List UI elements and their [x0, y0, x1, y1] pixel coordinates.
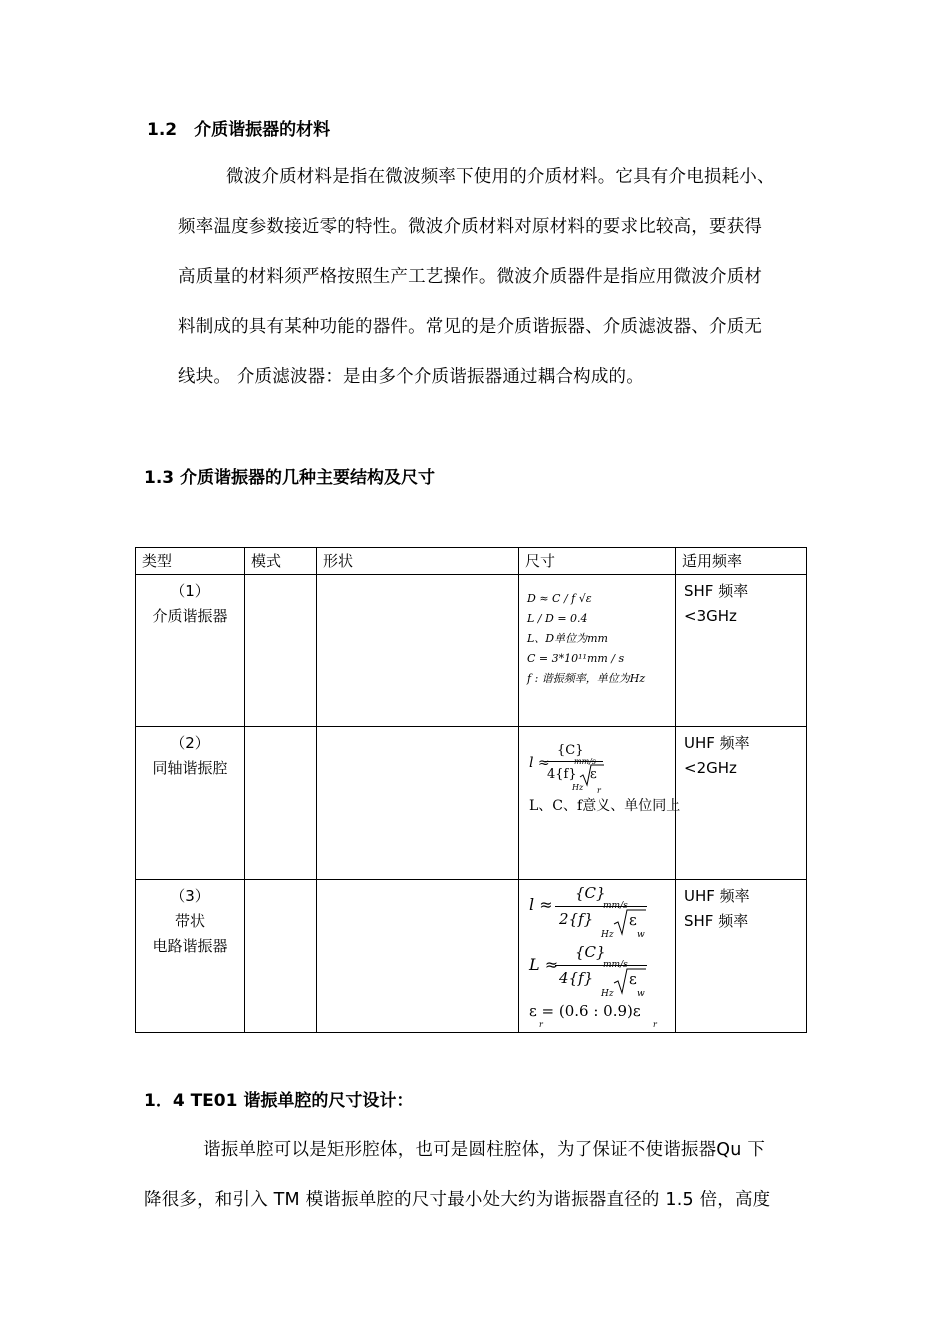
formula-numerator: {C}	[575, 884, 606, 902]
size-formula-cell	[519, 880, 676, 1033]
formula-epsilon: ε	[590, 767, 597, 782]
formula-line: D ≈ C / f √ε	[527, 592, 592, 605]
paragraph-line: 谐振单腔可以是矩形腔体，也可是圆柱腔体，为了保证不使谐振器Qu 下	[203, 1140, 766, 1160]
table-row	[136, 880, 807, 1033]
type-cell	[136, 880, 245, 1033]
formula-subscript: w	[637, 930, 645, 940]
paragraph-line: 频率温度参数接近零的特性。微波介质材料对原材料的要求比较高，要获得	[178, 217, 763, 237]
section-heading-1-4: 1．4 TE01 谐振单腔的尺寸设计：	[144, 1091, 414, 1111]
col-header-type: 类型	[136, 548, 245, 575]
mode-cell	[245, 575, 317, 727]
shape-cell	[317, 880, 519, 1033]
shape-cell	[317, 727, 519, 880]
formula-note: L、C、f意义、单位同上	[529, 798, 681, 814]
col-header-frequency: 适用频率	[676, 548, 807, 575]
type-name: 介质谐振器	[152, 607, 228, 625]
formula-subscript: Hz	[601, 989, 614, 999]
frequency-limit: <2GHz	[684, 759, 737, 777]
formula-line: f : 谐振频率，单位为Hz	[527, 672, 646, 685]
formula-denominator: 2{f}	[559, 910, 594, 928]
dielectric-resonator-formula	[519, 575, 675, 689]
paragraph-line: 高质量的材料须严格按照生产工艺操作。微波介质器件是指应用微波介质材	[178, 267, 763, 287]
col-header-shape: 形状	[317, 548, 519, 575]
formula-subscript: Hz	[601, 930, 614, 940]
stripline-formula	[519, 880, 675, 1028]
formula-numerator: {C}	[575, 943, 606, 961]
section-heading-1-3: 1.3 介质谐振器的几种主要结构及尺寸	[144, 468, 436, 488]
formula-subscript: Hz	[572, 783, 584, 792]
formula-subscript: r	[539, 1020, 543, 1029]
paragraph-line: 线块。 介质滤波器：是由多个介质谐振器通过耦合构成的。	[178, 367, 644, 387]
type-cell	[136, 575, 245, 727]
formula-denominator: 4{f}	[559, 969, 594, 987]
type-number: （1）	[170, 582, 210, 600]
formula-line: C = 3*10¹¹mm / s	[527, 652, 625, 665]
mode-cell	[245, 727, 317, 880]
frequency-band: SHF 频率	[684, 912, 749, 930]
size-formula-cell	[519, 727, 681, 880]
paragraph-line: 微波介质材料是指在微波频率下使用的介质材料。它具有介电损耗小、	[226, 167, 775, 187]
formula-lhs: l ≈	[529, 895, 553, 914]
formula-lhs: L ≈	[529, 955, 559, 974]
formula-subscript: mm/s	[574, 757, 596, 766]
formula-lhs: l ≈	[529, 755, 550, 771]
fraction-bar	[555, 965, 647, 966]
formula-line: L、D单位为mm	[527, 632, 608, 645]
formula-numerator: {C}	[557, 743, 584, 758]
frequency-cell	[676, 727, 807, 880]
table-row	[136, 727, 807, 880]
coaxial-formula	[519, 727, 681, 875]
paragraph-line: 降很多，和引入 TM 模谐振单腔的尺寸最小处大约为谐振器直径的 1.5 倍，高度	[144, 1190, 771, 1210]
formula-subscript: r	[653, 1020, 657, 1029]
formula-epsilon: ε	[629, 911, 637, 929]
mode-cell	[245, 880, 317, 1033]
type-name: 同轴谐振腔	[152, 759, 228, 777]
table-row	[136, 575, 807, 727]
frequency-cell	[676, 575, 807, 727]
type-cell	[136, 727, 245, 880]
col-header-size: 尺寸	[519, 548, 676, 575]
formula-subscript: w	[637, 989, 645, 999]
size-formula-cell	[519, 575, 676, 727]
formula-subscript: mm/s	[603, 901, 628, 911]
fraction-bar	[555, 906, 647, 907]
type-name: 电路谐振器	[152, 937, 228, 955]
frequency-band: UHF 频率	[684, 734, 750, 752]
shape-cell	[317, 575, 519, 727]
formula-subscript: r	[597, 786, 601, 795]
frequency-band: SHF 频率	[684, 582, 749, 600]
col-header-mode: 模式	[245, 548, 317, 575]
section-heading-1-2: 1.2 介质谐振器的材料	[147, 120, 331, 140]
formula-subscript: mm/s	[603, 960, 628, 970]
formula-denominator: 4{f}	[547, 767, 577, 782]
paragraph-line: 料制成的具有某种功能的器件。常见的是介质谐振器、介质滤波器、介质无	[178, 317, 763, 337]
resonator-structure-table	[135, 547, 807, 1033]
frequency-limit: <3GHz	[684, 607, 737, 625]
frequency-cell	[676, 880, 807, 1033]
type-name: 带状	[174, 912, 205, 930]
type-number: （2）	[170, 734, 210, 752]
formula-epsilon: ε	[629, 970, 637, 988]
formula-epsilon-ratio: ε = (0.6 : 0.9)ε	[529, 1002, 641, 1020]
frequency-band: UHF 频率	[684, 887, 750, 905]
formula-line: L / D = 0.4	[527, 612, 588, 625]
table-header-row	[136, 548, 807, 575]
type-number: （3）	[170, 887, 210, 905]
